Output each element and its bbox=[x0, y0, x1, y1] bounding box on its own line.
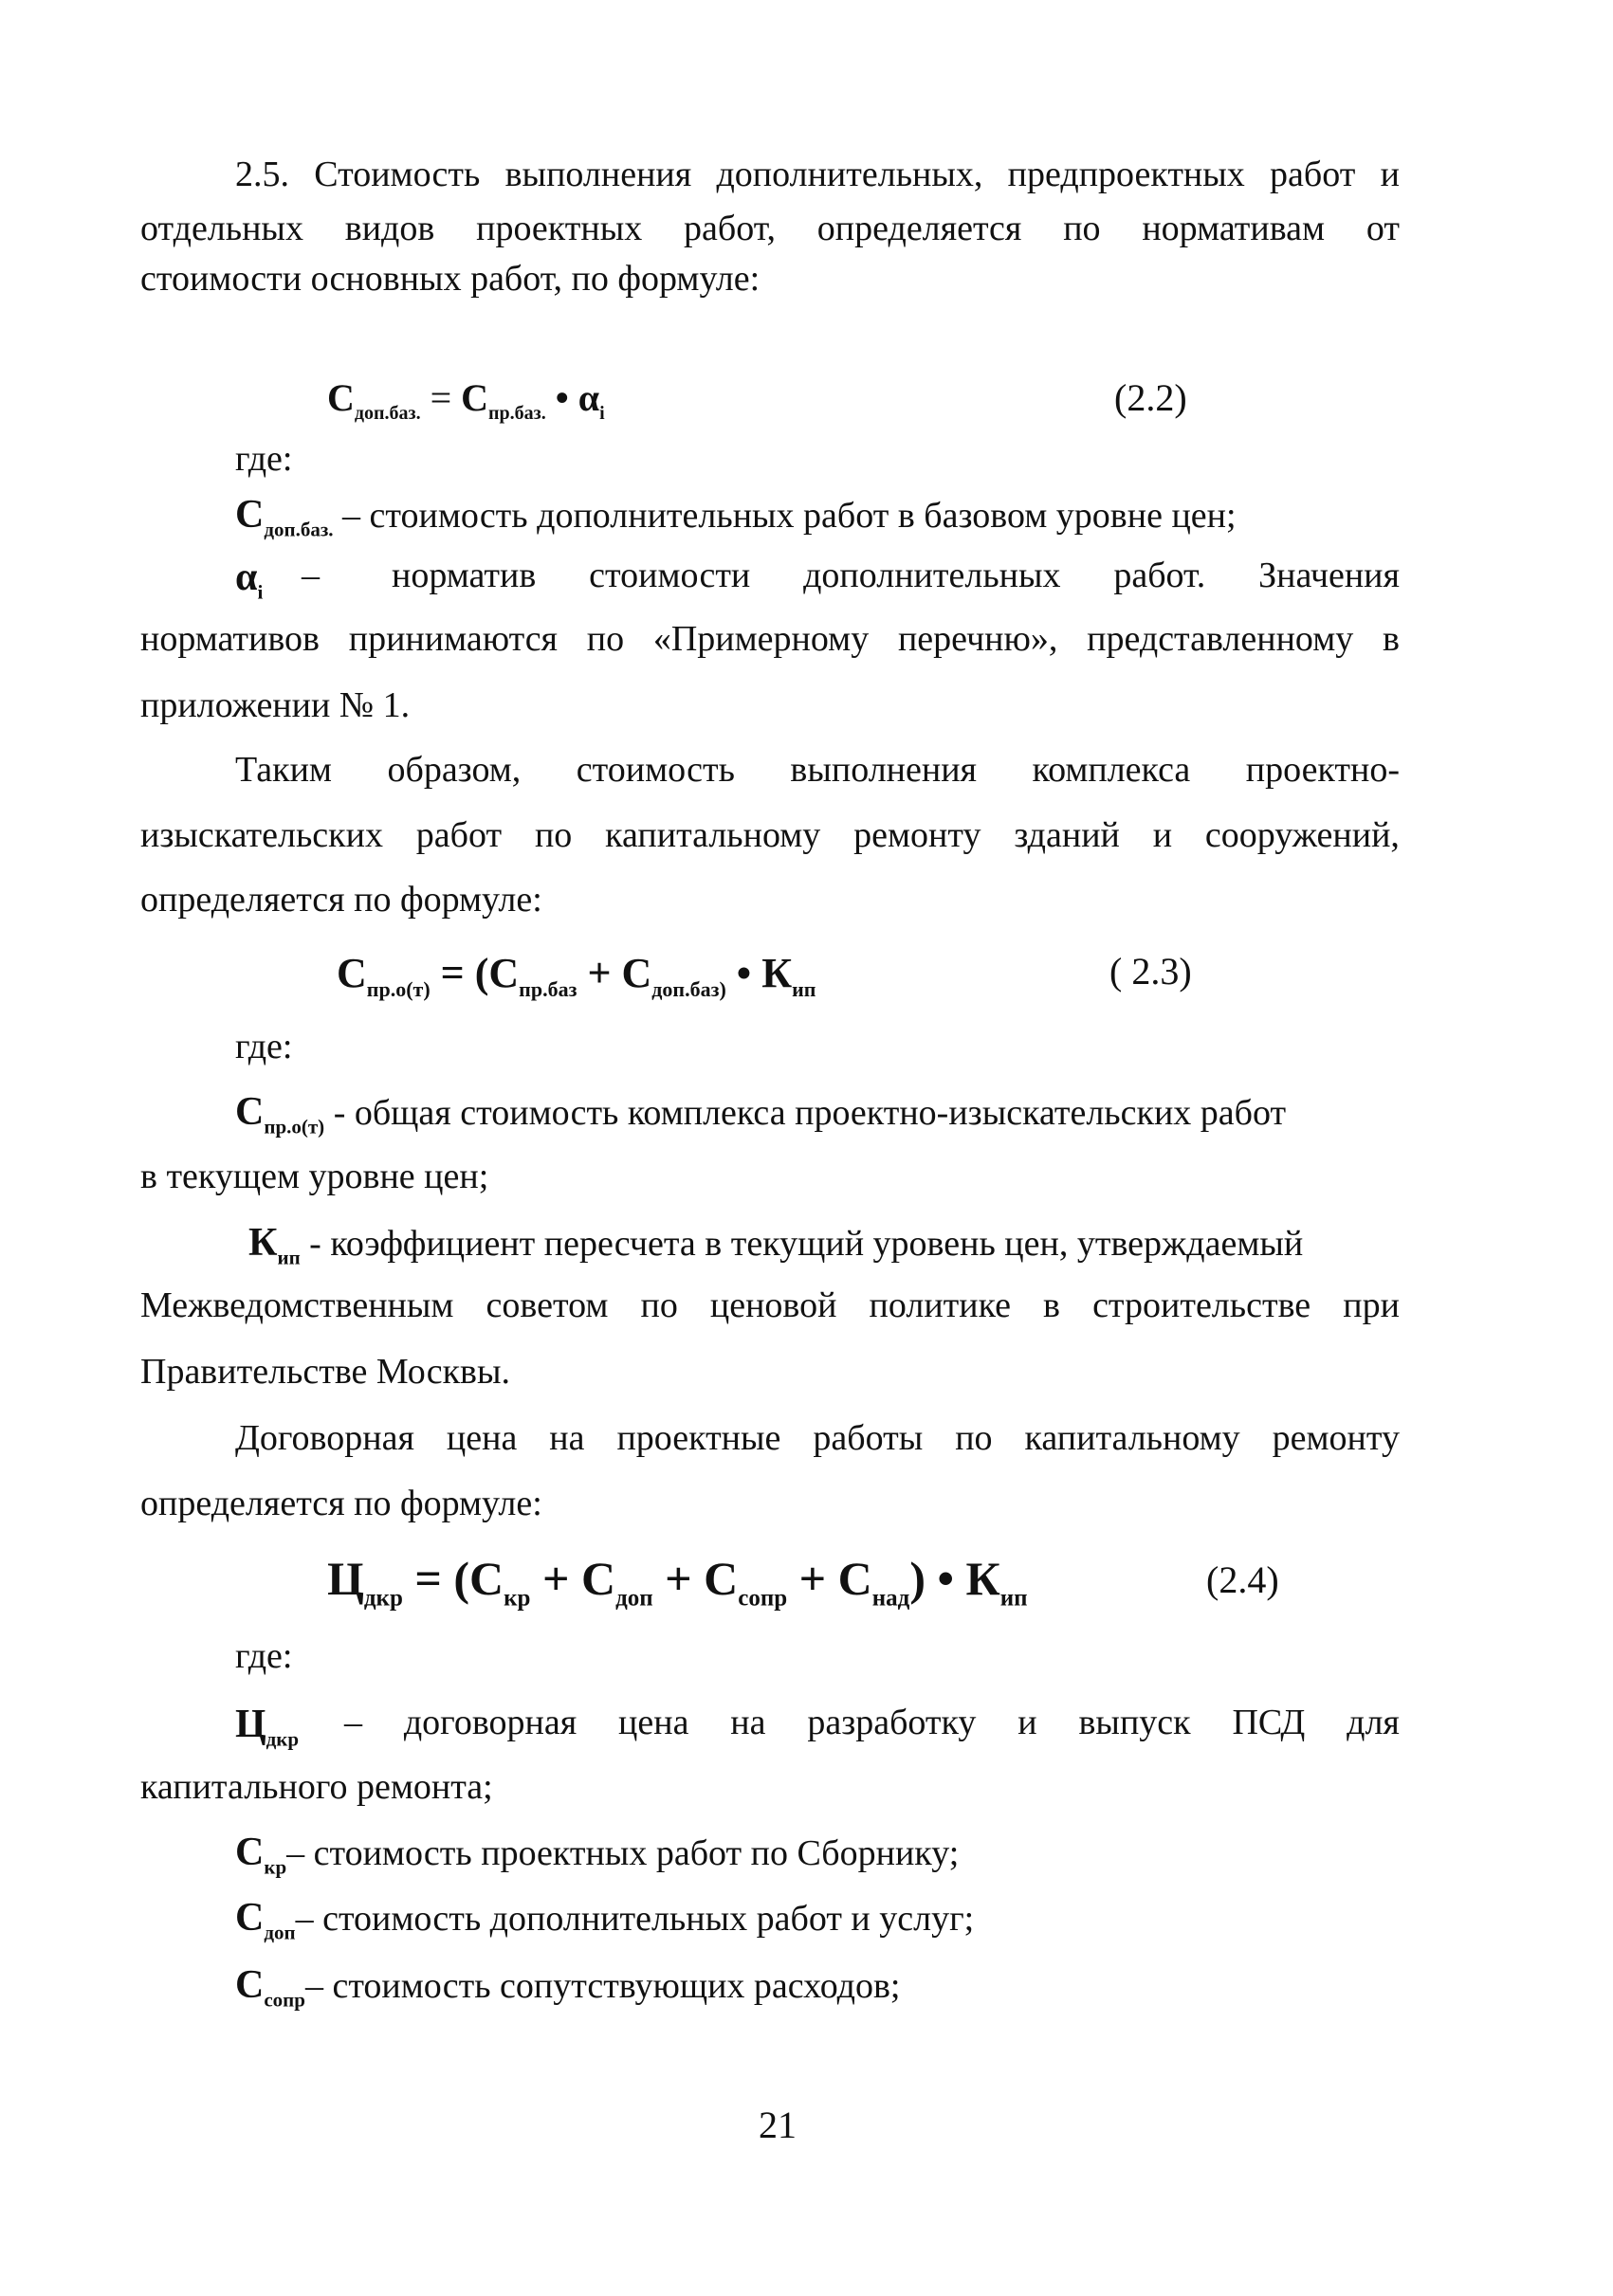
word: ремонту bbox=[853, 815, 981, 855]
word: капитальному bbox=[1024, 1418, 1240, 1458]
word: – bbox=[344, 1703, 362, 1742]
definition-c-pr-o-t: $С_{пр.о(т)}$ - общая стоимость комплекса проектно-изыскательских работ bbox=[235, 1090, 1287, 1139]
word: норматив bbox=[392, 556, 537, 595]
word: выполнения bbox=[504, 155, 692, 194]
paragraph-2-5-line-2 bbox=[140, 210, 1400, 246]
definition-k-ip: $К_{ип}$ - коэффициент пересчета в текущий уровень цен, утверждаемый bbox=[248, 1221, 1304, 1269]
word: выпуск bbox=[1078, 1703, 1191, 1742]
word: комплекса bbox=[1032, 750, 1191, 790]
word: изыскательских bbox=[140, 815, 383, 855]
word: дополнительных bbox=[803, 556, 1061, 595]
definition-c-pr-o-t-line-2: в текущем уровне цен; bbox=[140, 1157, 489, 1196]
text-line: стоимости основных работ, по формуле: bbox=[140, 259, 761, 299]
formula-2-2: $С_{доп.баз.} = С_{пр.баз.}$ • $\alpha_i$ bbox=[327, 376, 605, 424]
definition-c-dkr-line-2: капитального ремонта; bbox=[140, 1767, 493, 1807]
word: представленному bbox=[1087, 619, 1354, 659]
word: ремонту bbox=[1272, 1418, 1400, 1458]
word: Значения bbox=[1258, 556, 1400, 595]
word: по bbox=[640, 1285, 678, 1325]
paragraph-thus-line-1 bbox=[235, 752, 1400, 788]
definition-alpha-line-3: приложении № 1. bbox=[140, 685, 411, 725]
word: перечню», bbox=[897, 619, 1058, 659]
word: по bbox=[586, 619, 625, 659]
word: Межведомственным bbox=[140, 1285, 454, 1325]
word: ценовой bbox=[709, 1285, 837, 1325]
word: принимаются bbox=[348, 619, 559, 659]
word: цена bbox=[446, 1418, 518, 1458]
word: 2.5. bbox=[235, 155, 289, 194]
word: договорная bbox=[403, 1703, 577, 1742]
word: работ bbox=[1270, 155, 1356, 194]
word: цена bbox=[618, 1703, 689, 1742]
word: в bbox=[1383, 619, 1400, 659]
word: на bbox=[549, 1418, 585, 1458]
formula-2-4: $Ц_{дкр} = (С_{кр} + С_{доп} + С_{сопр} + С_{над})$ • $К_{ип}$ bbox=[327, 1552, 1028, 1612]
word: проектных bbox=[476, 209, 643, 248]
word: при bbox=[1343, 1285, 1400, 1325]
word: нормативов bbox=[140, 619, 320, 659]
word: Стоимость bbox=[314, 155, 481, 194]
definition-c-kr: $С_{кр}-$ стоимость проектных работ по Сборнику; bbox=[235, 1831, 960, 1879]
where-label: где: bbox=[235, 439, 293, 479]
formula-2-3-number: ( 2.3) bbox=[1109, 950, 1192, 993]
word: сооружений, bbox=[1204, 815, 1400, 855]
word: работ bbox=[415, 815, 503, 855]
paragraph-2-5-line-1 bbox=[235, 156, 1400, 192]
word: зданий bbox=[1014, 815, 1120, 855]
word: видов bbox=[344, 209, 435, 248]
word: и bbox=[1380, 155, 1400, 194]
word: проектные bbox=[616, 1418, 781, 1458]
paragraph-thus-line-3: определяется по формуле: bbox=[140, 880, 542, 920]
word: и bbox=[1017, 1703, 1037, 1742]
word: разработку bbox=[807, 1703, 977, 1742]
word: работ, bbox=[684, 209, 776, 248]
word: работ. bbox=[1113, 556, 1206, 595]
word: политике bbox=[869, 1285, 1011, 1325]
word: «Примерному bbox=[652, 619, 870, 659]
paragraph-contract-line-2: определяется по формуле: bbox=[140, 1484, 542, 1523]
word: в bbox=[1043, 1285, 1060, 1325]
word: ПСД bbox=[1232, 1703, 1306, 1742]
definition-c-dop: $С_{доп}-$ стоимость дополнительных работ и услуг; bbox=[235, 1896, 975, 1944]
definition-c-dop-baz: $С_{доп.баз.}$ – стоимость дополнительных работ в базовом уровне цен; bbox=[235, 493, 1237, 541]
definition-alpha-line-2 bbox=[140, 621, 1400, 657]
word: дополнительных, bbox=[716, 155, 983, 194]
where-label: где: bbox=[235, 1636, 293, 1676]
definition-c-sopr: $С_{сопр}-$ стоимость сопутствующих расходов; bbox=[235, 1963, 901, 2012]
word: предпроектных bbox=[1007, 155, 1245, 194]
word: от bbox=[1366, 209, 1400, 248]
paragraph-thus-line-2 bbox=[140, 817, 1400, 853]
word: и bbox=[1152, 815, 1173, 855]
formula-2-4-number: (2.4) bbox=[1206, 1558, 1279, 1601]
formula-2-2-number: (2.2) bbox=[1114, 376, 1187, 419]
word: определяется bbox=[816, 209, 1022, 248]
paragraph-contract-line-1 bbox=[235, 1420, 1400, 1456]
word: Договорная bbox=[235, 1418, 414, 1458]
word: работы bbox=[813, 1418, 924, 1458]
word: отдельных bbox=[140, 209, 303, 248]
word: советом bbox=[486, 1285, 609, 1325]
where-label: где: bbox=[235, 1027, 293, 1066]
word: стоимость bbox=[576, 750, 735, 790]
word: капитальному bbox=[605, 815, 821, 855]
word: проектно- bbox=[1245, 750, 1400, 790]
word: по bbox=[955, 1418, 993, 1458]
word: по bbox=[534, 815, 573, 855]
word: на bbox=[730, 1703, 766, 1742]
definition-k-ip-line-3: Правительстве Москвы. bbox=[140, 1352, 511, 1392]
word: образом, bbox=[387, 750, 522, 790]
paragraph-2-5-line-3 bbox=[140, 261, 760, 297]
formula-2-3: $С_{пр.о(т)} = (С_{пр.баз} + С_{доп.баз)}$ • $К_{ип}$ bbox=[337, 950, 816, 1001]
word: для bbox=[1347, 1703, 1400, 1742]
page-number: 21 bbox=[759, 2104, 797, 2146]
word: по bbox=[1063, 209, 1101, 248]
word: строительстве bbox=[1092, 1285, 1311, 1325]
word: выполнения bbox=[790, 750, 978, 790]
word: нормативам bbox=[1142, 209, 1326, 248]
definition-k-ip-line-2 bbox=[140, 1287, 1400, 1323]
word: стоимости bbox=[589, 556, 751, 595]
document-page: 2.5. Стоимость выполнения дополнительных, предпроектных работ и отдельных видов проектных работ, определяется по нормативам от стоимости основных работ, по формуле: $С_{доп.баз.} = С_{пр.баз.}$ • $\alpha_i$ (2.2) где: $С_{доп.баз.}$ – стоимость дополнительных работ в базовом уровне цен; $\alpha_i$ – норматив стоимости дополнительных работ. Значения нормативов принимаются по «Примерному перечню», представленному в приложении № 1. Таким образом, стоимость выполнения комплекса проектно- изыскательских работ по капитальному ремонту зданий и сооружений, определяется по формуле: $С_{пр.о(т)} = (С_{пр.баз} + С_{доп.баз)}$ • $К_{ип}$ ( 2.3) где: $С_{пр.о(т)}$ - общая стоимость комплекса проектно-изыскательских работ в текущем уровне цен; $К_{ип}$ - коэффициент пересчета в текущий уровень цен, утверждаемый Межведомственным советом по ценовой политике в строительстве при Правительстве Москвы. Договорная цена на проектные работы по капитальному ремонту определяется по формуле: $Ц_{дкр} = (С_{кр} + С_{доп} + С_{сопр} + С_{над})$ • $К_{ип}$ (2.4) где: $Ц_{дкр}$ – договорная цена на разработку и выпуск ПСД для капитального ремонта; $С_{кр}-$ стоимость проектных работ по Сборнику; $С_{доп}-$ стоимость дополнительных работ и услуг; $С_{сопр}-$ стоимость сопутствующих расходов; 21 bbox=[140, 155, 1400, 2146]
word: Таким bbox=[235, 750, 332, 790]
